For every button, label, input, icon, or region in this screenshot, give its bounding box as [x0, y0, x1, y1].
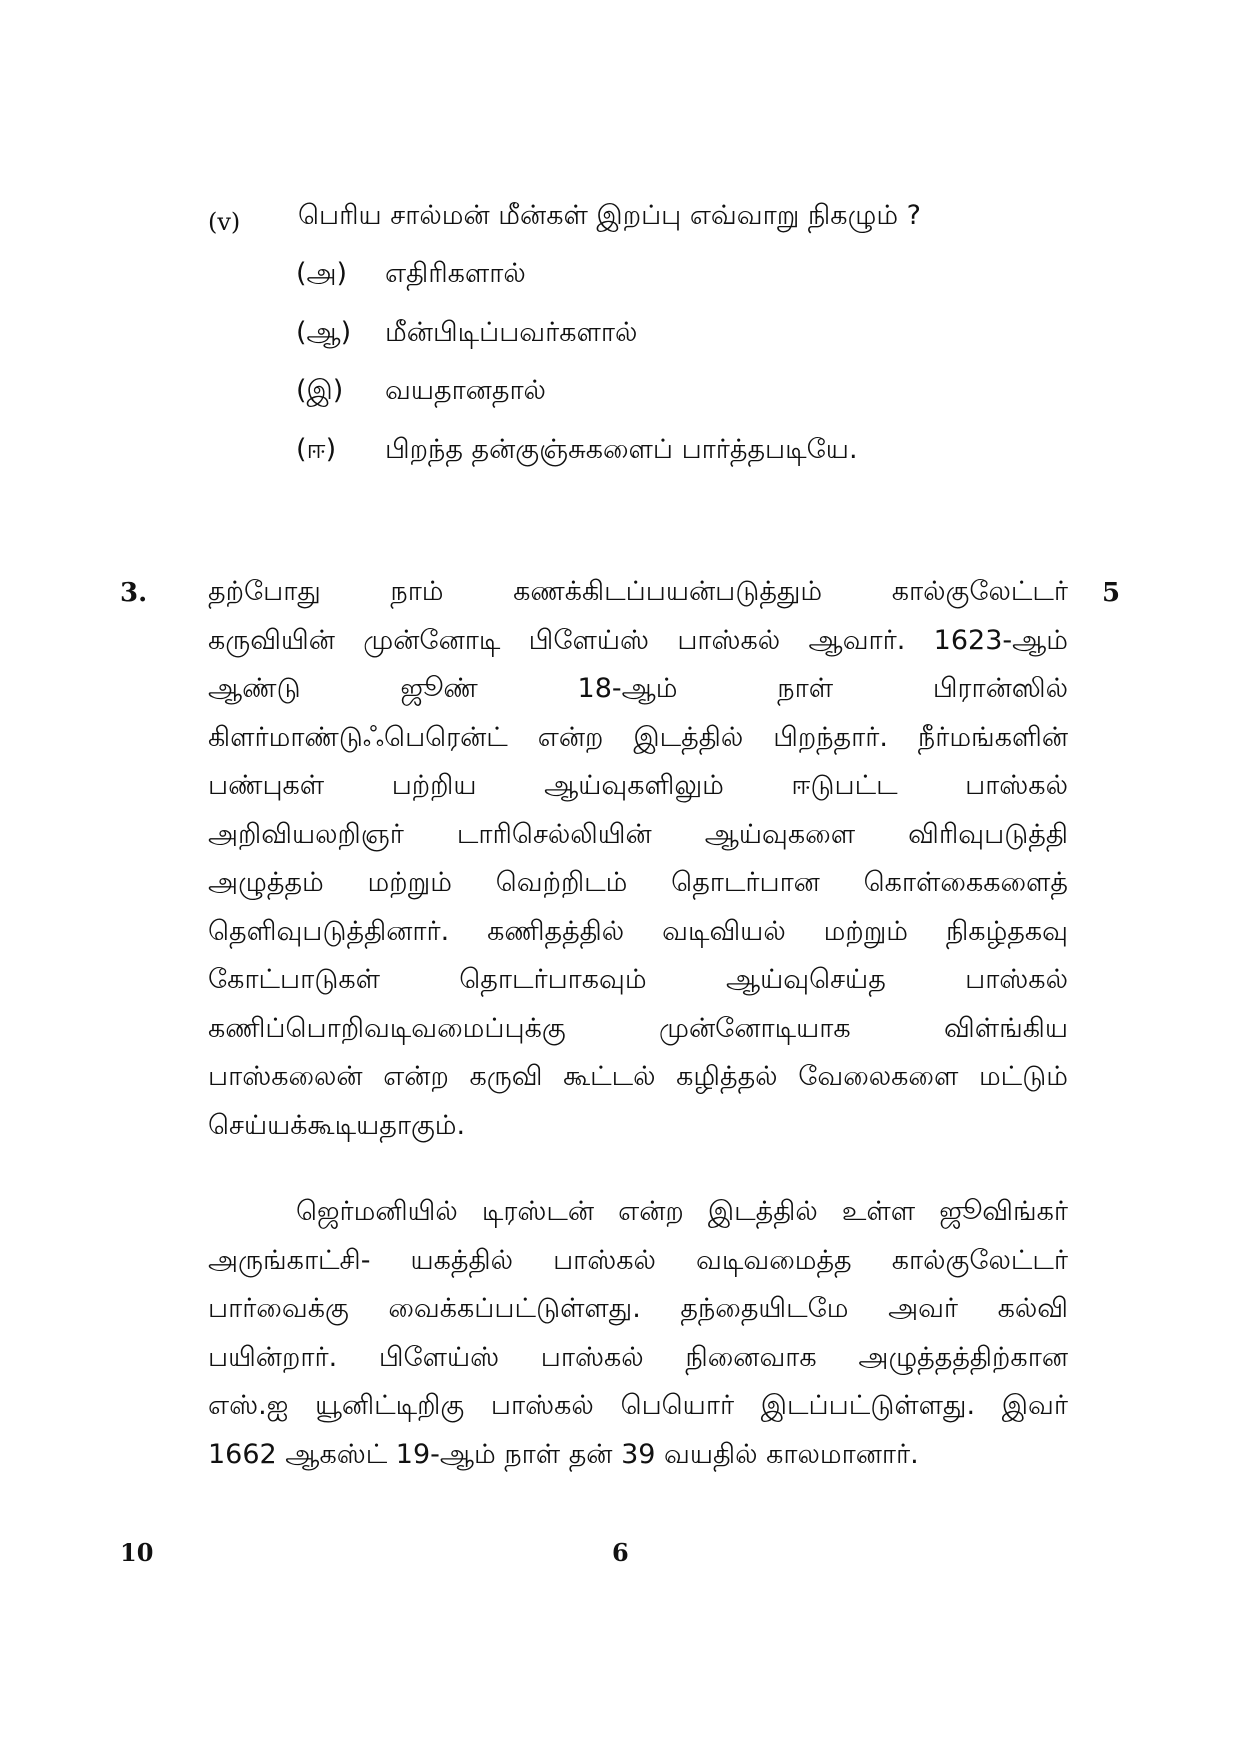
paragraph-line: அருங்காட்சி- யகத்தில் பாஸ்கல் வடிவமைத்த கால்குலேட்டர் — [208, 1244, 1068, 1276]
page-number: 6 — [612, 1538, 629, 1567]
paragraph-line: கருவியின் முன்னோடி பிளேய்ஸ் பாஸ்கல் ஆவார். 1623-ஆம் — [208, 624, 1068, 656]
paragraph-line: ஜெர்மனியில் டிரஸ்டன் என்ற இடத்தில் உள்ள ஜூவிங்கர் — [296, 1196, 1068, 1227]
paragraph-line: கோட்பாடுகள் தொடர்பாகவும் ஆய்வுசெய்த பாஸ்கல் — [208, 964, 1068, 995]
paragraph-line: அழுத்தம் மற்றும் வெற்றிடம் தொடர்பான கொள்கைகளைத் — [208, 867, 1068, 898]
option-ii-text: பிறந்த தன்குஞ்சுகளைப் பார்த்தபடியே. — [385, 434, 858, 465]
paragraph-line: கணிப்பொறிவடிவமைப்புக்கு முன்னோடியாக விள்ங்கிய — [208, 1012, 1068, 1044]
paragraph-line: ஆண்டு ஜூண் 18-ஆம் நாள் பிரான்ஸில் — [208, 673, 1068, 704]
paragraph-line: பாஸ்கலைன் என்ற கருவி கூட்டல் கழித்தல் வேலைகளை மட்டும் — [208, 1061, 1068, 1092]
paragraph-line: தெளிவுபடுத்தினார். கணிதத்தில் வடிவியல் மற்றும் நிகழ்தகவு — [208, 915, 1068, 947]
paragraph-line: பார்வைக்கு வைக்கப்பட்டுள்ளது. தந்தையிடமே அவர் கல்வி — [208, 1293, 1068, 1324]
paragraph-line: 1662 ஆகஸ்ட் 19-ஆம் நாள் தன் 39 வயதில் காலமானார். — [208, 1438, 919, 1470]
option-aa-text: மீன்பிடிப்பவர்களால் — [385, 317, 638, 348]
question-3-marks: 5 — [1102, 578, 1121, 608]
question-3-number: 3. — [120, 578, 148, 608]
paragraph-line: எஸ்.ஐ யூனிட்டிறிகு பாஸ்கல் பெயொர் இடப்பட்டுள்ளது. இவர் — [208, 1390, 1068, 1421]
option-ii-label: (ஈ) — [296, 434, 337, 465]
option-i-text: வயதானதால் — [385, 375, 546, 406]
paragraph-line: செய்யக்கூடியதாகும். — [208, 1109, 466, 1141]
paragraph-line: பண்புகள் பற்றிய ஆய்வுகளிலும் ஈடுபட்ட பாஸ்கல் — [208, 770, 1068, 801]
option-i-label: (இ) — [296, 375, 344, 406]
option-a-label: (அ) — [296, 258, 348, 289]
question-3-paragraph-1 — [208, 568, 1068, 1150]
paragraph-line: கிளர்மாண்டுஃபெரென்ட் என்ற இடத்தில் பிறந்தார். நீர்மங்களின் — [208, 721, 1068, 753]
paragraph-line: பயின்றார். பிளேய்ஸ் பாஸ்கல் நினைவாக அழுத்தத்திற்கான — [208, 1341, 1068, 1373]
question-v-text: பெரிய சால்மன் மீன்கள் இறப்பு எவ்வாறு நிகழும் ? — [298, 200, 921, 231]
question-3-paragraph-2 — [208, 1188, 1068, 1479]
footer-code: 10 — [120, 1538, 154, 1567]
option-a-text: எதிரிகளால் — [385, 258, 526, 289]
option-aa-label: (ஆ) — [296, 317, 352, 348]
question-v-label: (v) — [208, 208, 241, 236]
paragraph-line: தற்போது நாம் கணக்கிடப்பயன்படுத்தும் கால்குலேட்டர் — [208, 576, 1068, 607]
paragraph-line: அறிவியலறிஞர் டாரிசெல்லியின் ஆய்வுகளை விரிவுபடுத்தி — [208, 818, 1068, 850]
